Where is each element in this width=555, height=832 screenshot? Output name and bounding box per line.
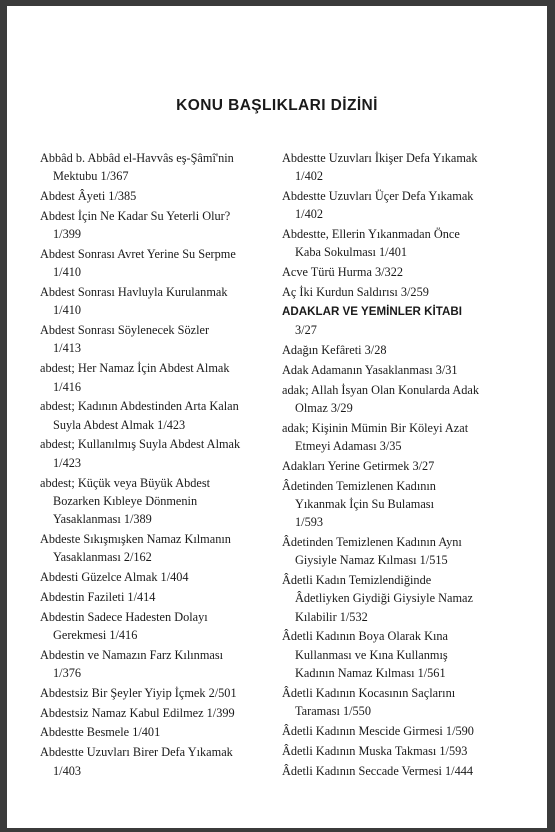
index-entry <box>40 207 272 244</box>
index-entry-line: adak; Kişinin Mümin Bir Köleyi Azat <box>282 420 469 435</box>
index-entry-line: Aç İki Kurdun Saldırısı 3/259 <box>282 285 429 300</box>
index-entry-line: abdest; Kadının Abdestinden Arta Kalan <box>40 399 239 414</box>
index-entry <box>40 187 272 205</box>
index-entry-line: Taraması 1/550 <box>295 704 371 719</box>
index-entry-line: abdest; Küçük veya Büyük Abdest <box>40 475 211 490</box>
index-entry <box>40 245 272 282</box>
index-entry-line: Yasaklanması 2/162 <box>53 550 152 565</box>
index-entry <box>40 397 272 434</box>
index-entry <box>40 474 272 529</box>
index-entry-line: Bozarken Kıbleye Dönmenin <box>53 493 198 508</box>
index-entry <box>282 722 544 740</box>
index-entry-line: Abdest Sonrası Söylenecek Sözler <box>40 323 210 338</box>
index-entry <box>282 361 544 379</box>
index-column-left <box>40 149 272 781</box>
index-entry-line: Abdest İçin Ne Kadar Su Yeterli Olur? <box>40 208 231 223</box>
index-entry <box>282 742 544 760</box>
index-entry-line: 1/410 <box>53 265 82 280</box>
index-entry-line: Âdetinden Temizlenen Kadının <box>282 478 436 493</box>
index-entry <box>40 321 272 358</box>
index-entry <box>40 723 272 741</box>
index-entry <box>282 457 544 475</box>
index-entry <box>282 533 544 570</box>
index-entry-line: Gerekmesi 1/416 <box>53 627 138 642</box>
index-entry <box>40 646 272 683</box>
index-entry-line: 1/376 <box>53 666 82 681</box>
index-entry <box>40 684 272 702</box>
index-entry-line: Âdetli Kadının Mescide Girmesi 1/590 <box>282 723 474 738</box>
index-entry <box>40 568 272 586</box>
index-entry-line: Abdest Sonrası Avret Yerine Su Serpme <box>40 246 236 261</box>
index-entry <box>282 762 544 780</box>
index-entry-line: 1/593 <box>295 515 324 530</box>
index-entry-line: Abdest Âyeti 1/385 <box>40 189 137 204</box>
index-entry <box>282 627 544 682</box>
index-entry <box>40 359 272 396</box>
index-entry <box>282 571 544 626</box>
index-entry-line: Etmeyi Adaması 3/35 <box>295 438 402 453</box>
index-entry-line: Yasaklanması 1/389 <box>53 512 152 527</box>
index-entry-line: Abdestin Sadece Hadesten Dolayı <box>40 609 208 624</box>
index-entry-line: Adakları Yerine Getirmek 3/27 <box>282 458 435 473</box>
index-entry <box>282 419 544 456</box>
index-entry-line: Yıkanmak İçin Su Bulaması <box>295 496 435 511</box>
index-page <box>7 6 547 828</box>
index-entry <box>282 477 544 532</box>
index-entry <box>282 149 544 186</box>
index-entry <box>40 149 272 186</box>
index-entry-line: Olmaz 3/29 <box>295 400 353 415</box>
page-title: KONU BAŞLIKLARI DİZİNİ <box>176 97 378 114</box>
index-entry-line: Giysiyle Namaz Kılması 1/515 <box>295 553 448 568</box>
index-entry-line: Âdetli Kadının Boya Olarak Kına <box>282 629 448 644</box>
index-entry <box>40 435 272 472</box>
index-entry <box>282 303 544 340</box>
index-entry <box>40 704 272 722</box>
index-entry <box>40 743 272 780</box>
index-entry-line: Âdetli Kadının Kocasının Saçlarını <box>282 685 456 700</box>
index-entry-line: Âdetliyken Giydiği Giysiyle Namaz <box>295 591 473 606</box>
index-entry-line: Adağın Kefâreti 3/28 <box>282 342 387 357</box>
index-entry-line: abdest; Kullanılmış Suyla Abdest Almak <box>40 437 241 452</box>
index-entry-line: 3/27 <box>295 323 317 338</box>
index-entry-line: Abdestte Uzuvları İkişer Defa Yıkamak <box>282 151 478 165</box>
index-entry <box>282 225 544 262</box>
index-entry-line: 1/416 <box>53 379 82 394</box>
index-entry <box>40 283 272 320</box>
index-entry-line: Âdetli Kadın Temizlendiğinde <box>282 573 432 588</box>
index-entry <box>282 684 544 721</box>
index-entry-line: Abdestsiz Namaz Kabul Edilmez 1/399 <box>40 705 235 720</box>
index-entry <box>40 530 272 567</box>
index-entry-line: 1/410 <box>53 303 82 318</box>
index-entry-line: Abdestte, Ellerin Yıkanmadan Önce <box>282 227 460 242</box>
index-entry-line: Abdestte Uzuvları Üçer Defa Yıkamak <box>282 189 474 204</box>
index-entry-line: Âdetinden Temizlenen Kadının Aynı <box>282 534 462 549</box>
index-entry-line: adak; Allah İsyan Olan Konularda Adak <box>282 382 480 397</box>
index-entry <box>40 588 272 606</box>
index-entry-line: 1/413 <box>53 341 82 356</box>
index-entry-line: Abdestin Fazileti 1/414 <box>40 589 156 604</box>
index-entry-line: 1/423 <box>53 455 82 470</box>
index-entry <box>282 263 544 281</box>
index-entry-line: Kadının Namaz Kılması 1/561 <box>295 666 446 681</box>
index-entry-line: Mektubu 1/367 <box>53 169 129 184</box>
index-entry-line: ADAKLAR VE YEMİNLER KİTABI <box>282 304 462 318</box>
index-entry-line: 1/403 <box>53 763 82 778</box>
index-entry-line: Adak Adamanın Yasaklanması 3/31 <box>282 362 458 377</box>
index-entry-line: Kullanması ve Kına Kullanmış <box>295 647 448 662</box>
index-entry-line: 1/402 <box>295 169 324 184</box>
index-entry-line: Abdest Sonrası Havluyla Kurulanmak <box>40 285 228 300</box>
index-entry-line: Acve Türü Hurma 3/322 <box>282 265 404 280</box>
index-entry-line: Abdeste Sıkışmışken Namaz Kılmanın <box>40 531 231 546</box>
index-entry-line: Abdesti Güzelce Almak 1/404 <box>40 570 189 585</box>
index-entry-line: Abdestte Uzuvları Birer Defa Yıkamak <box>40 745 233 760</box>
index-entry-line: Abdestsiz Bir Şeyler Yiyip İçmek 2/501 <box>40 685 237 700</box>
index-entry-line: Âdetli Kadının Seccade Vermesi 1/444 <box>282 763 474 778</box>
index-entry-line: 1/399 <box>53 227 82 242</box>
index-entry <box>282 187 544 224</box>
index-entry-line: abdest; Her Namaz İçin Abdest Almak <box>40 361 230 376</box>
index-entry-line: Kaba Sokulması 1/401 <box>295 245 408 260</box>
index-entry-line: Âdetli Kadının Muska Takması 1/593 <box>282 743 468 758</box>
index-entry-line: Abdestin ve Namazın Farz Kılınması <box>40 647 224 662</box>
index-column-right <box>282 149 544 781</box>
index-entry-line: Kılabilir 1/532 <box>295 609 368 624</box>
index-entry-line: Suyla Abdest Almak 1/423 <box>53 417 186 432</box>
index-entry <box>40 608 272 645</box>
index-entry-line: Abdestte Besmele 1/401 <box>40 725 161 740</box>
index-entry <box>282 341 544 359</box>
index-entry <box>282 381 544 418</box>
index-entry <box>282 283 544 301</box>
index-entry-line: 1/402 <box>295 207 324 222</box>
index-entry-line: Abbâd b. Abbâd el-Havvâs eş-Şâmî'nin <box>40 151 234 165</box>
